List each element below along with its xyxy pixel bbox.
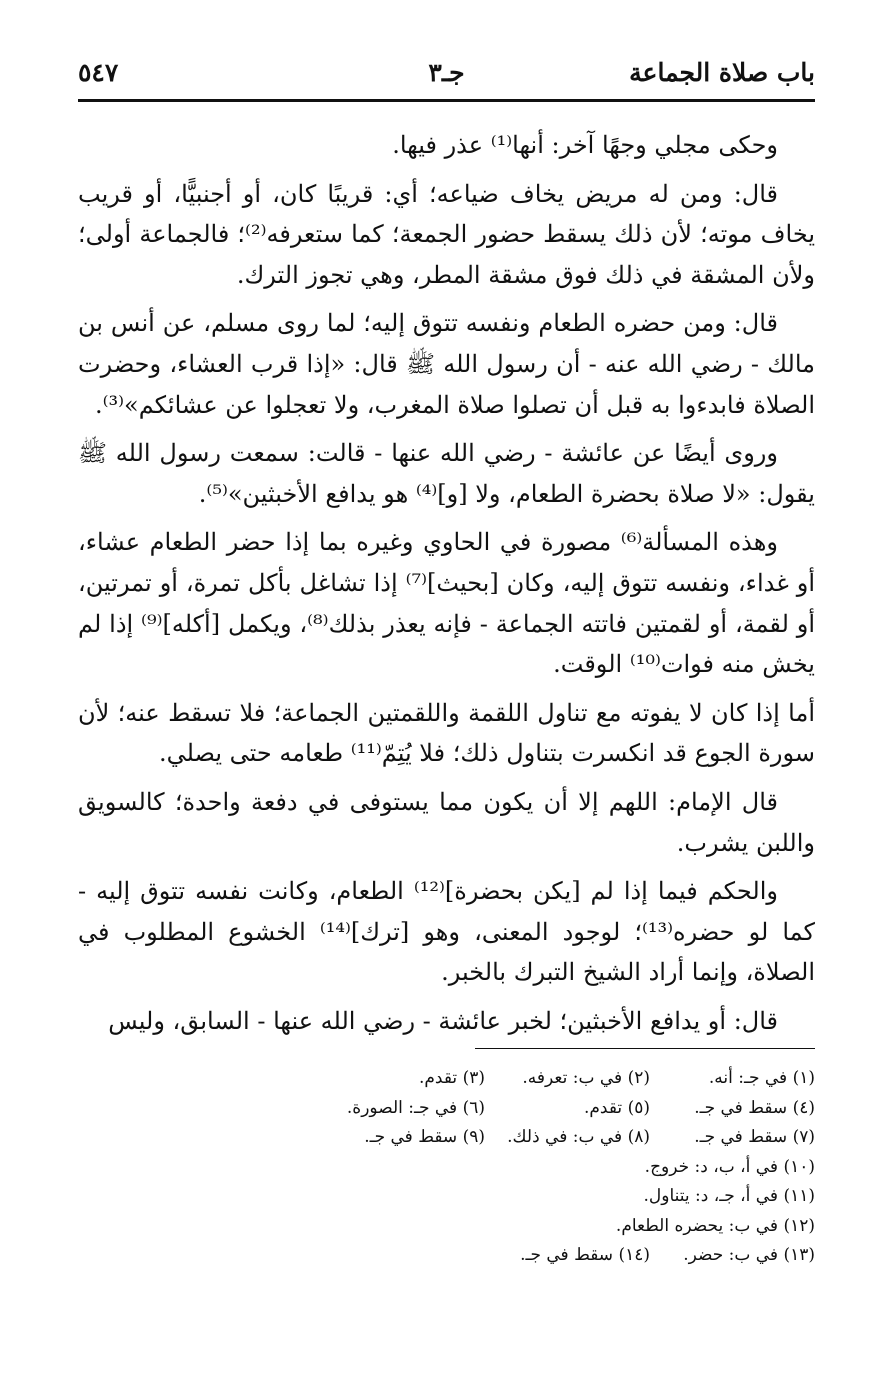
footnote: (٧) سقط في جـ. [694,1127,815,1147]
footnote: (١٠) في أ، ب، د: خروج. [644,1156,815,1177]
footnote-row [78,1064,815,1094]
footnote: (١٢) في ب: يحضره الطعام. [615,1215,815,1236]
footnote-row [78,1212,815,1242]
paragraph: قال: ومن له مريض يخاف ضياعه؛ أي: قريبًا كان، أو أجنبيًّا، أو قريب يخاف موته؛ لأن ذلك يسقط حضور الجمعة؛ كما ستعرفه⁽²⁾؛ فالجماعة أولى؛ ولأن المشقة في ذلك فوق مشقة المطر، وهي تجوز الترك. [78,179,816,289]
paragraph: قال الإمام: اللهم إلا أن يكون مما يستوفى في دفعة واحدة؛ كالسويق واللبن يشرب. [78,787,815,857]
footnote-row [78,1153,815,1183]
footnotes [78,1064,815,1271]
footnote-row [78,1094,815,1124]
footnote: (٥) تقدم. [583,1097,650,1118]
paragraph: قال: ومن حضره الطعام ونفسه تتوق إليه؛ لما روى مسلم، عن أنس بن مالك - رضي الله عنه - أن رسول الله ﷺ قال: «إذا قرب العشاء، وحضرت الصلاة فابدءوا به قبل أن تصلوا صلاة المغرب، ولا تعجلوا عن عشائكم»⁽³⁾. [78,309,815,419]
main-text [78,125,815,1049]
footnote: (٩) سقط في جـ. [364,1127,485,1147]
volume-label: جـ٣ [428,58,465,87]
footnote: (٣) تقدم. [418,1068,485,1088]
footnote-row [78,1123,815,1153]
page-number: ٥٤٧ [78,58,119,87]
footnote-divider [475,1048,815,1049]
paragraph: قال: أو يدافع الأخبثين؛ لخبر عائشة - رضي الله عنها - السابق، وليس [108,1006,778,1035]
paragraph: أما إذا كان لا يفوته مع تناول اللقمة واللقمتين الجماعة؛ فلا تسقط عنه؛ لأن سورة الجوع قد انكسرت بتناول ذلك؛ فلا يُتِمّ⁽¹¹⁾ طعامه حتى يصلي. [78,698,815,768]
paragraph: وحكى مجلي وجهًا آخر: أنها⁽¹⁾ عذر فيها. [392,131,778,159]
footnote: (٦) في جـ: الصورة. [346,1097,485,1118]
footnote-row [78,1241,815,1271]
footnote: (١٤) سقط في جـ. [520,1245,650,1265]
paragraph: وهذه المسألة⁽⁶⁾ مصورة في الحاوي وغيره بما إذا حضر الطعام عشاء، أو غداء، ونفسه تتوق إليه، وكان [بحيث]⁽⁷⁾ إذا تشاغل بأكل تمرة، أو تمرتين، أو لقمة، أو لقمتين فاتته الجماعة - فإنه يعذر بذلك⁽⁸⁾، ويكمل [أكله]⁽⁹⁾ إذا لم يخش منه فوات⁽¹⁰⁾ الوقت. [78,528,816,679]
header-divider [78,99,815,102]
footnote: (٨) في ب: في ذلك. [507,1127,650,1147]
footnote: (١) في جـ: أنه. [708,1068,815,1088]
footnote-row [78,1182,815,1212]
paragraph: وروى أيضًا عن عائشة - رضي الله عنها - قالت: سمعت رسول الله ﷺ يقول: «لا صلاة بحضرة الطعام، ولا [و]⁽⁴⁾ هو يدافع الأخبثين»⁽⁵⁾. [78,439,815,508]
footnote: (١٣) في ب: حضر. [683,1245,815,1265]
page-header [78,58,815,98]
footnote: (١١) في أ، جـ، د: يتناول. [643,1186,815,1206]
paragraph: والحكم فيما إذا لم [يكن بحضرة]⁽¹²⁾ الطعام، وكانت نفسه تتوق إليه - كما لو حضره⁽¹³⁾؛ لوجود المعنى، وهو [ترك]⁽¹⁴⁾ الخشوع المطلوب في الصلاة، وإنما أراد الشيخ التبرك بالخبر. [78,877,815,987]
chapter-title: باب صلاة الجماعة [629,58,815,87]
footnote: (٢) في ب: تعرفه. [522,1068,650,1088]
footnote: (٤) سقط في جـ. [694,1097,815,1118]
